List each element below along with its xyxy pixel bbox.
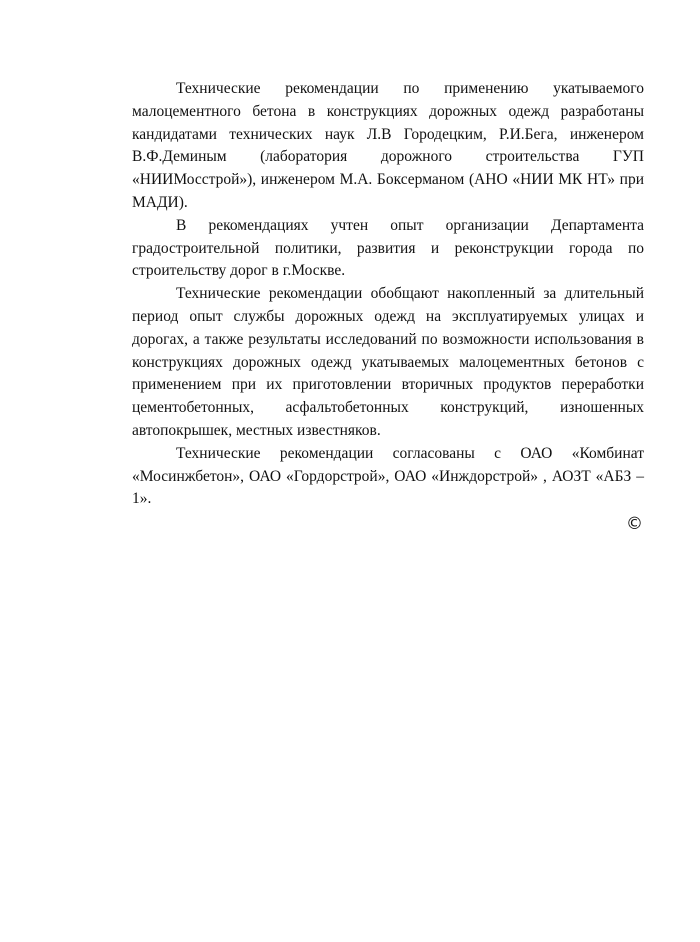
paragraph-approval: Технические рекомендации согласованы с ОАО «Комбинат «Мосинжбетон», ОАО «Гордорстрой», ОАО «Инждорстрой» , АОЗТ «АБЗ – 1». <box>132 444 644 508</box>
document-body <box>132 78 644 511</box>
paragraph-experience: В рекомендациях учтен опыт организации Департамента градостроительной политики, развития и реконструкции города по строительству дорог в г.Москве. <box>132 216 644 280</box>
copyright-icon: © <box>626 514 643 534</box>
paragraph-authors: Технические рекомендации по применению укатываемого малоцементного бетона в конструкциях дорожных одежд разработаны кандидатами технических наук Л.В Городецким, Р.И.Бега, инженером В.Ф.Деминым (лаборатория дорожного строительства ГУП «НИИМосстрой»), инженером М.А. Боксерманом (АНО «НИИ МК НТ» при МАДИ). <box>132 80 644 211</box>
paragraph-summary: Технические рекомендации обобщают накопленный за длительный период опыт службы дорожных одежд на эксплуатируемых улицах и дорогах, а также результаты исследований по возможности использования в конструкциях дорожных одежд укатываемых малоцементных бетонов с применением при их приготовлении вторичных продуктов переработки цементобетонных, асфальтобетонных конструкций, изношенных автопокрышек, местных известняков. <box>132 285 644 439</box>
